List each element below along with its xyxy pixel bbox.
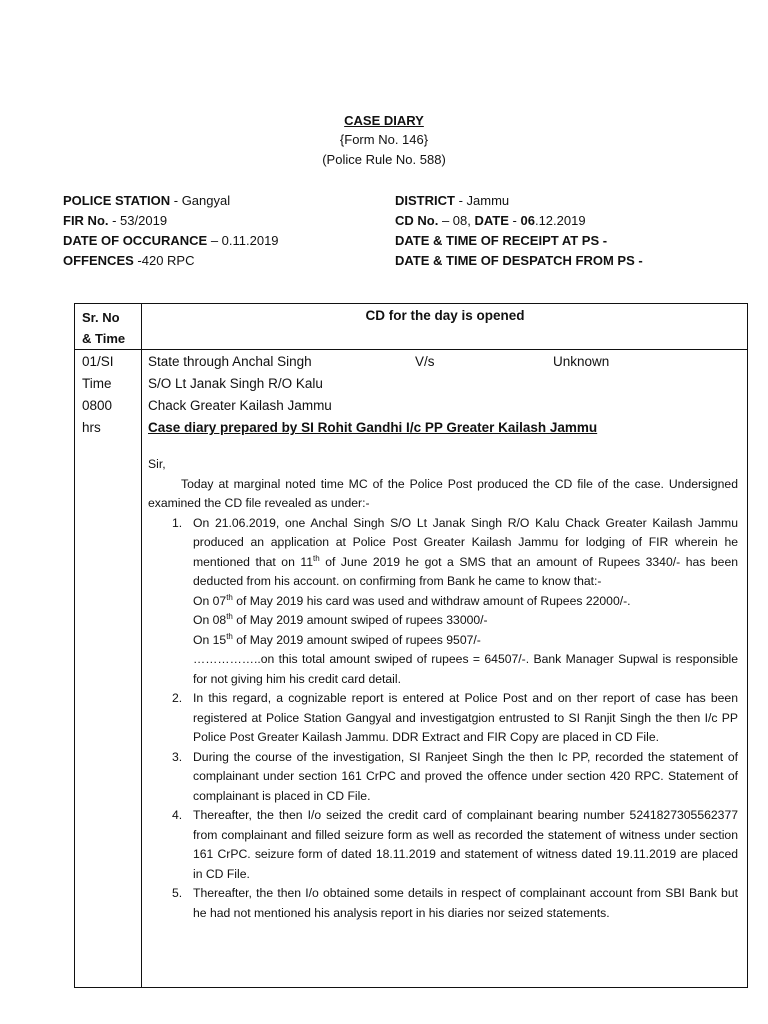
complainant-address: Chack Greater Kailash Jammu (148, 398, 332, 413)
police-rule: (Police Rule No. 588) (322, 152, 446, 167)
receipt-line: DATE & TIME OF RECEIPT AT PS - (395, 233, 608, 248)
list-item: 2. In this regard, a cognizable report is entered at Police Post and on ther report of case has been registered at Police Station Gangyal and investigatgion entrusted to SI Ranjit Singh the then I/c PP Police Post Greater Kailash Jammu. DDR Extract and FIR Copy are placed in CD File. (172, 691, 738, 744)
list-sub-item: On 15th of May 2019 amount swiped of rupees 9507/- (193, 631, 481, 647)
sr-no-time-cell: 01/SI Time 0800 hrs (82, 354, 114, 435)
list-sub-item: On 07th of May 2019 his card was used and withdraw amount of Rupees 22000/-. (193, 592, 631, 608)
fir-line: FIR No. - 53/2019 (63, 213, 168, 228)
cd-number-line: CD No. – 08, DATE - 06.12.2019 (395, 213, 586, 228)
salutation: Sir, (148, 457, 166, 471)
complainant-name: State through Anchal Singh (148, 354, 312, 369)
meta-right-block (395, 191, 643, 271)
district-line: DISTRICT - Jammu (395, 193, 510, 208)
findings-list (148, 514, 738, 924)
police-station-line: POLICE STATION - Gangyal (63, 193, 231, 208)
prepared-by-line: Case diary prepared by SI Rohit Gandhi I/c PP Greater Kailash Jammu (148, 420, 598, 435)
list-sub-item: On 08th of May 2019 amount swiped of rupees 33000/- (193, 611, 488, 627)
sr-no-header: Sr. No & Time (82, 310, 126, 346)
cd-opened-header: CD for the day is opened (365, 308, 525, 323)
complainant-parent: S/O Lt Janak Singh R/O Kalu (148, 376, 323, 391)
list-item: 5. Thereafter, the then I/o obtained some details in respect of complainant account from SBI Bank but he had not mentioned his analysis report in his diaries nor seized statements. (172, 886, 738, 920)
despatch-line: DATE & TIME OF DESPATCH FROM PS - (395, 253, 643, 268)
list-sub-item: ……………..on this total amount swiped of rupees = 64507/-. Bank Manager Supwal is responsible for not giving him his credit card detail. (193, 652, 738, 686)
meta-left-block (63, 191, 279, 271)
list-item: 4. Thereafter, the then I/o seized the credit card of complainant bearing number 5241827305562377 from complainant and filled seizure form as well as recorded the statement of witness under section 161 CrPC. seizure form of dated 18.11.2019 and statement of witness dated 19.11.2019 are placed in CD File. (172, 808, 738, 881)
intro-paragraph: Today at marginal noted time MC of the Police Post produced the CD file of the case. Undersigned examined the CD file revealed as under:- (148, 476, 738, 510)
list-item: 3. During the course of the investigation, SI Ranjeet Singh the then Ic PP, recorded the statement of complainant under section 161 CrPC and proved the offence under section 420 RPC. Statement of complainant is placed in CD File. (172, 749, 738, 803)
table-header-divider (74, 349, 748, 350)
accused-unknown: Unknown (553, 354, 610, 369)
list-item: 1. On 21.06.2019, one Anchal Singh S/O Lt Janak Singh R/O Kalu Chack Greater Kailash Jammu produced an application at Police Post Greater Kailash Jammu for lodging of FIR wherein he mentioned that on 11th of June 2019 he got a SMS that an amount of Rupees 3340/- has been deducted from his account. on confirming from Bank he came to know that:- (172, 515, 738, 588)
table-column-divider (141, 303, 142, 988)
versus-label: V/s (415, 354, 435, 369)
date-of-occurance-line: DATE OF OCCURANCE – 0.11.2019 (63, 233, 279, 248)
diary-body (148, 455, 738, 923)
form-number: {Form No. 146} (339, 132, 429, 147)
parties-block (148, 351, 748, 439)
document-title: CASE DIARY (344, 113, 424, 128)
offences-line: OFFENCES -420 RPC (63, 253, 195, 268)
